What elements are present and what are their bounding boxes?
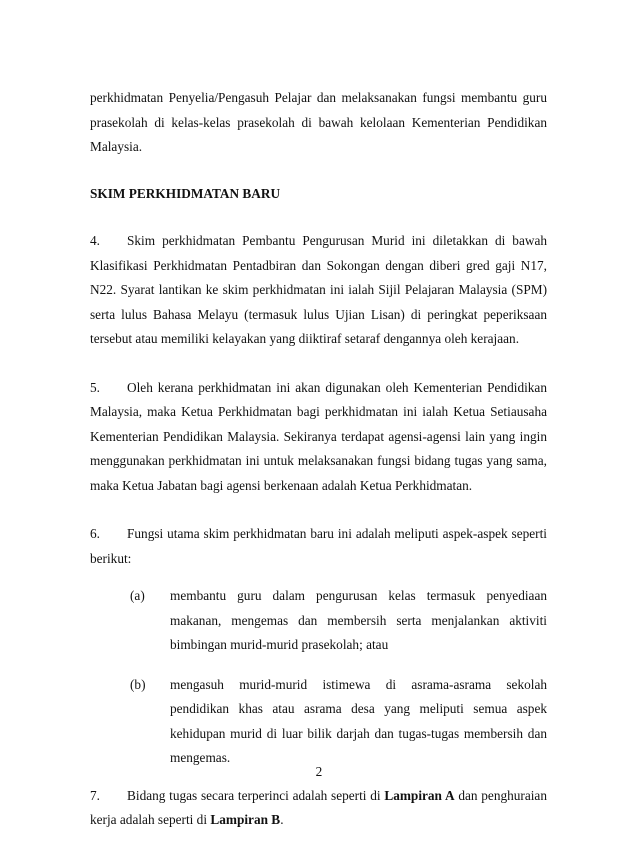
paragraph-text: Oleh kerana perkhidmatan ini akan digunakan oleh Kementerian Pendidikan Malaysia, maka Ketua Perkhidmatan bagi perkhidmatan ini ialah Ketua Setiausaha Kementerian Pendidikan Malaysia. Sekiranya terdapat agensi-agensi lain yang ingin menggunakan perkhidmatan ini untuk melaksanakan fungsi bidang tugas yang sama, maka Ketua Jabatan bagi agensi berkenaan adalah Ketua Perkhidmatan. — [90, 379, 547, 493]
paragraph-text: dan penghuraian kerja adalah seperti di — [90, 787, 547, 827]
paragraph-7 — [90, 784, 547, 833]
list-item-label: (a) — [130, 588, 145, 603]
list-item-text: mengasuh murid-murid istimewa di asrama-asrama sekolah pendidikan khas atau asrama desa yang meliputi semua aspek kehidupan murid di luar bilik darjah dan tugas-tugas membersih dan mengemas. — [170, 676, 547, 765]
paragraph-4 — [90, 229, 547, 352]
lampiran-b-reference: Lampiran B — [210, 812, 281, 827]
list-item-b — [90, 673, 547, 771]
paragraph-text: Fungsi utama skim perkhidmatan baru ini adalah meliputi aspek-aspek seperti berikut: — [90, 526, 547, 566]
paragraph-text: Skim perkhidmatan Pembantu Pengurusan Murid ini diletakkan di bawah Klasifikasi Perkhidmatan Pentadbiran dan Sokongan dengan diberi gred gaji N17, N22. Syarat lantikan ke skim perkhidmatan ini ialah Sijil Pelajaran Malaysia (SPM) serta lulus Bahasa Melayu (termasuk lulus Ujian Lisan) di peringkat peperiksaan tersebut atau memiliki kelayakan yang diiktiraf setaraf dengannya oleh kerajaan. — [90, 233, 547, 346]
paragraph-text: . — [280, 812, 284, 827]
paragraph-number: 4. — [90, 233, 100, 248]
list-item-label: (b) — [130, 676, 146, 692]
section-heading: SKIM PERKHIDMATAN BARU — [90, 185, 281, 201]
intro-paragraph: perkhidmatan Penyelia/Pengasuh Pelajar dan melaksanakan fungsi membantu guru prasekolah di kelas-kelas prasekolah di bawah kelolaan Kementerian Pendidikan Malaysia. — [90, 90, 547, 154]
paragraph-number: 5. — [90, 379, 100, 395]
paragraph-number: 7. — [90, 787, 100, 803]
list-item-a — [90, 584, 547, 658]
list-item-text: membantu guru dalam pengurusan kelas termasuk penyediaan makanan, mengemas dan membersih serta menjalankan aktiviti bimbingan murid-murid prasekolah; atau — [170, 588, 547, 652]
paragraph-6 — [90, 522, 547, 571]
paragraph-number: 6. — [90, 526, 100, 541]
page-content — [90, 86, 547, 857]
lampiran-a-reference: Lampiran A — [384, 787, 455, 803]
paragraph-5 — [90, 376, 547, 499]
paragraph-text: Bidang tugas secara terperinci adalah seperti di — [127, 787, 385, 803]
page-number: 2 — [315, 764, 323, 779]
